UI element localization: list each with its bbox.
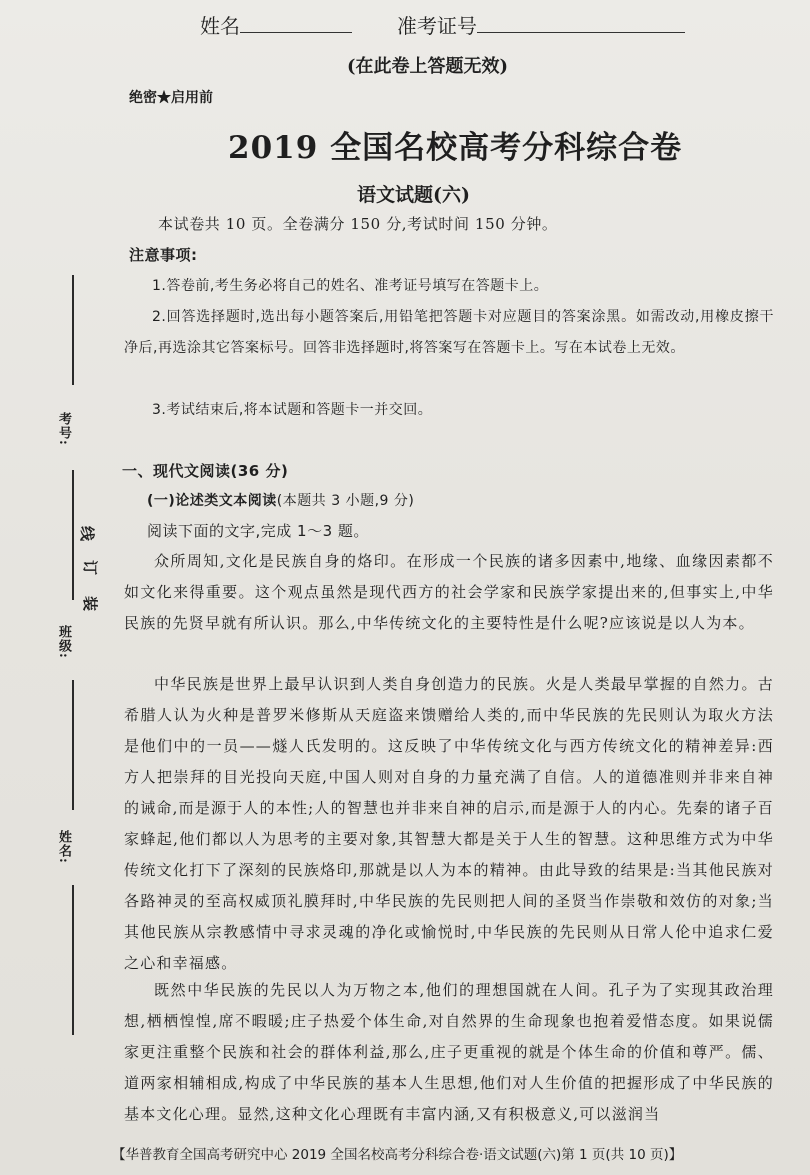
margin-exam-no-label: 考号: — [56, 412, 71, 446]
intro-text: 本试卷共 10 页。全卷满分 150 分,考试时间 150 分钟。 — [158, 215, 558, 233]
name-label: 姓名 — [200, 14, 240, 38]
passage-paragraph-3: 既然中华民族的先民以人为万物之本,他们的理想国就在人间。孔子为了实现其政治理想,栖栖惶惶,席不暇暖;庄子热爱个体生命,对自然界的生命现象也抱着爱惜态度。如果说儒家更注重整个民族和社会的群体利益,那么,庄子更重视的就是个体生命的价值和尊严。儒、道两家相辅相成,构成了中华民族的基本人生思想,他们对人生价值的把握形成了中华民族的基本文化心理。显然,这种文化心理既有丰富内涵,又有积极意义,可以滋润当 — [124, 981, 774, 1123]
passage-paragraph-2: 中华民族是世界上最早认识到人类自身创造力的民族。火是人类最早掌握的自然力。古希腊人认为火种是普罗米修斯从天庭盗来馈赠给人类的,而中华民族的先民则认为取火方法是他们中的一员——燧人氏发明的。这反映了中华传统文化与西方传统文化的精神差异:西方人把崇拜的目光投向天庭,中国人则对自身的力量充满了自信。人的道德准则并非来自神的诫命,而是源于人的本性;人的智慧也并非来自神的启示,而是源于人的内心。先秦的诸子百家蜂起,他们都以人为思考的主要对象,其智慧大都是关于人生的智慧。这种思维方式为中华传统文化打下了深刻的民族烙印,那就是以人为本的精神。由此导致的结果是:当其他民族对各路神灵的至高权威顶礼膜拜时,中华民族的先民则把人间的圣贤当作崇敬和效仿的对象;当其他民族从宗教感情中寻求灵魂的净化或愉悦时,中华民族的先民则从日常人伦中追求仁爱之心和幸福感。 — [124, 675, 774, 972]
binding-mark-xian: 线 — [78, 525, 97, 542]
binding-mark-zhuang: 装 — [81, 595, 100, 612]
exam-no-blank-line — [477, 32, 685, 33]
page-subtitle: 语文试题(六) — [357, 184, 470, 206]
invalid-notice: (在此卷上答题无效) — [347, 56, 509, 77]
exam-no-field — [397, 10, 685, 39]
margin-line-low — [72, 680, 74, 810]
note-item-1: 1.答卷前,考生务必将自己的姓名、准考证号填写在答题卡上。 — [152, 278, 549, 294]
notes-heading: 注意事项: — [129, 246, 198, 264]
page-title: 2019 全国名校高考分科综合卷 — [228, 130, 683, 166]
reading-instruction: 阅读下面的文字,完成 1～3 题。 — [147, 522, 369, 540]
exam-no-label: 准考证号 — [397, 14, 477, 38]
margin-name-label: 姓名: — [56, 830, 71, 864]
secret-label: 绝密★启用前 — [129, 90, 213, 106]
margin-class-label: 班级: — [56, 625, 71, 659]
subsection-title: (一)论述类文本阅读 — [147, 493, 277, 509]
section-heading: 一、现代文阅读(36 分) — [122, 462, 289, 480]
subsection-heading — [147, 490, 414, 510]
note-item-3: 3.考试结束后,将本试题和答题卡一并交回。 — [152, 402, 433, 418]
note-item-2: 2.回答选择题时,选出每小题答案后,用铅笔把答题卡对应题目的答案涂黑。如需改动,用橡皮擦干净后,再选涂其它答案标号。回答非选择题时,将答案写在答题卡上。写在本试卷上无效。 — [124, 309, 774, 356]
page-footer: 【华普教育全国高考研究中心 2019 全国名校高考分科综合卷·语文试题(六)第 1 页(共 10 页)】 — [112, 1147, 683, 1163]
passage-paragraph-1: 众所周知,文化是民族自身的烙印。在形成一个民族的诸多因素中,地缘、血缘因素都不如文化来得重要。这个观点虽然是现代西方的社会学家和民族学家提出来的,但事实上,中华民族的先贤早就有所认识。那么,中华传统文化的主要特性是什么呢?应该说是以人为本。 — [124, 552, 774, 632]
name-field — [200, 10, 352, 39]
binding-mark-ding: 订 — [81, 559, 100, 576]
name-blank-line — [240, 32, 352, 33]
margin-line-bottom — [72, 885, 74, 1035]
margin-line-mid — [72, 470, 74, 600]
subsection-note: (本题共 3 小题,9 分) — [276, 493, 415, 509]
margin-line-top — [72, 275, 74, 385]
